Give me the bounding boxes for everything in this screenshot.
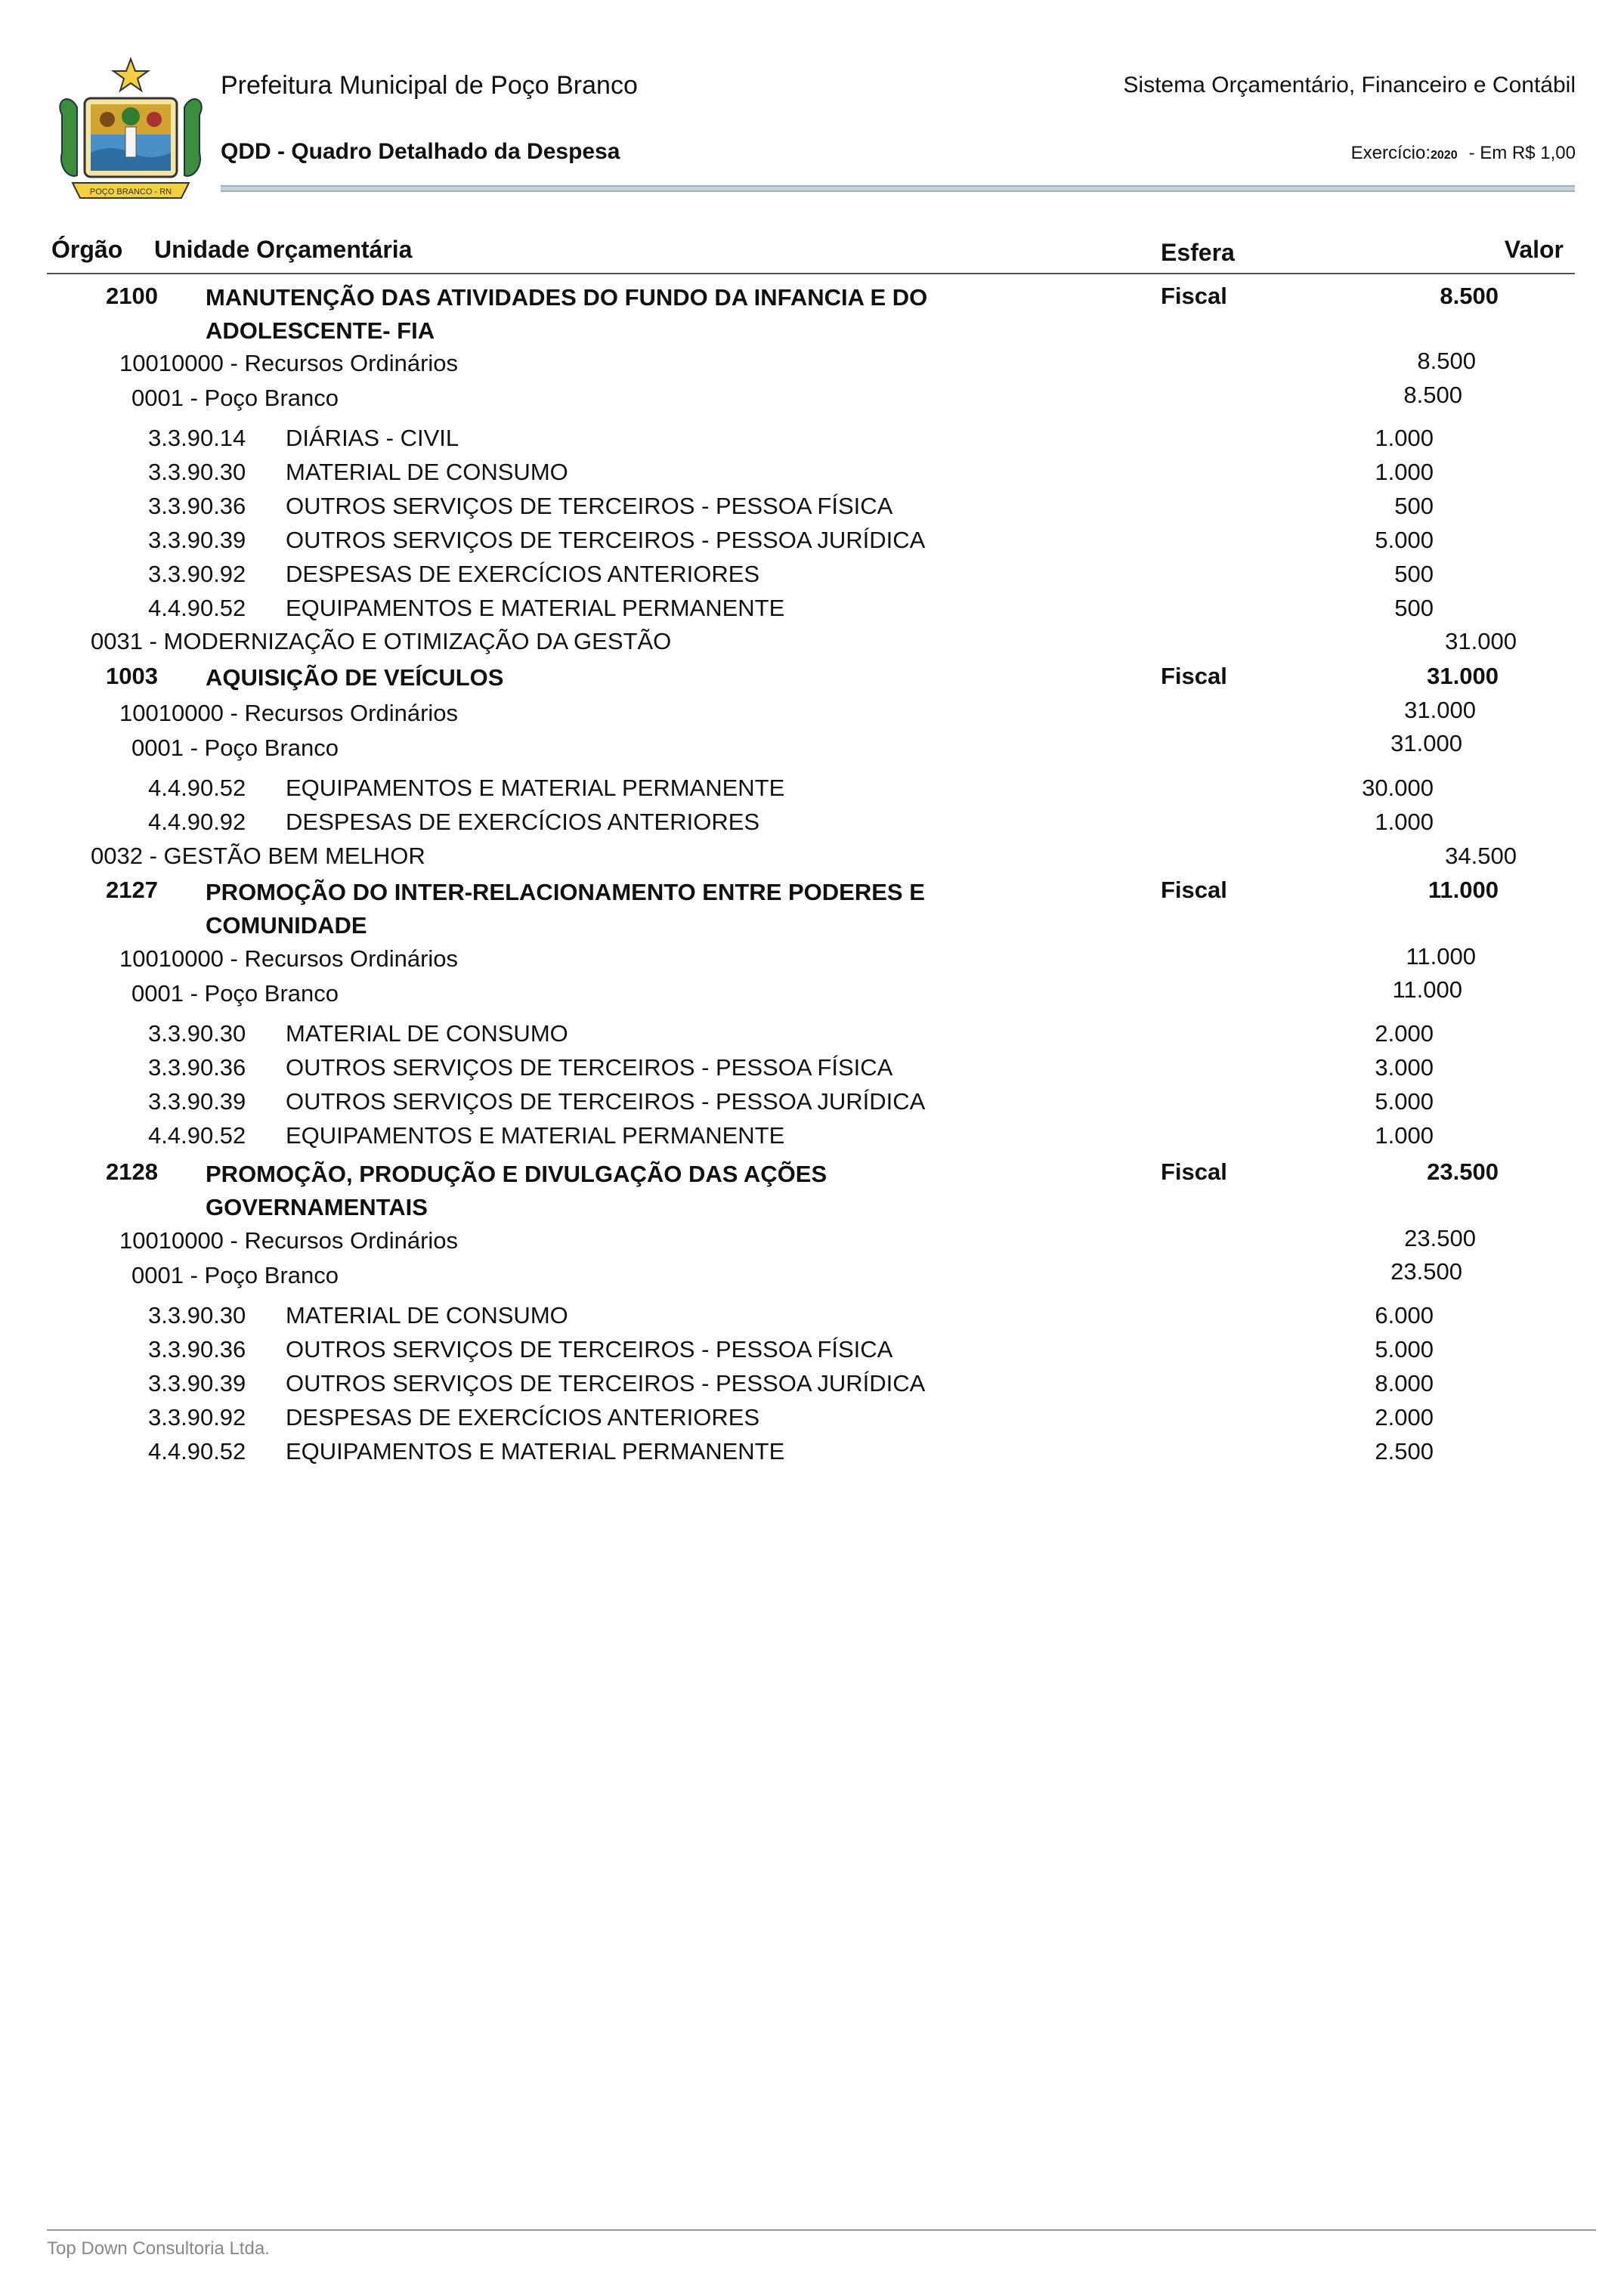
unit-esfera: Fiscal [1161, 663, 1227, 689]
item-value: 1.000 [1375, 459, 1434, 485]
column-orgao: Órgão [51, 236, 123, 263]
exercicio-info [1351, 139, 1576, 165]
system-name: Sistema Orçamentário, Financeiro e Contábil [1123, 73, 1576, 97]
item-value: 1.000 [1375, 809, 1434, 835]
item-code: 4.4.90.92 [148, 809, 246, 835]
resource-source-value: 8.500 [1417, 348, 1476, 374]
item-desc: OUTROS SERVIÇOS DE TERCEIROS - PESSOA FÍSICA [286, 1054, 893, 1081]
exercicio-label: Exercício: [1350, 143, 1431, 163]
unit-title: PROMOÇÃO DO INTER-RELACIONAMENTO ENTRE PODERES E [206, 879, 925, 905]
item-desc: OUTROS SERVIÇOS DE TERCEIROS - PESSOA FÍSICA [286, 493, 893, 519]
item-value: 2.000 [1375, 1404, 1434, 1431]
item-desc: MATERIAL DE CONSUMO [286, 1302, 568, 1328]
item-desc: OUTROS SERVIÇOS DE TERCEIROS - PESSOA JURÍDICA [286, 1088, 926, 1115]
place: 0001 - Poço Branco [131, 1262, 339, 1288]
municipal-coat-of-arms-logo [47, 54, 215, 206]
resource-source: 10010000 - Recursos Ordinários [119, 350, 459, 376]
item-desc: DIÁRIAS - CIVIL [286, 425, 459, 451]
unit-esfera: Fiscal [1161, 877, 1227, 903]
item-desc: EQUIPAMENTOS E MATERIAL PERMANENTE [286, 775, 785, 801]
logo-banner-text: POÇO BRANCO - RN [89, 187, 172, 196]
place-value: 11.000 [1392, 976, 1462, 1003]
resource-source-value: 11.000 [1406, 943, 1476, 970]
currency-label: - Em R$ 1,00 [1463, 143, 1576, 163]
unit-value: 31.000 [1427, 663, 1499, 689]
program-value: 31.000 [1445, 628, 1517, 654]
item-code: 3.3.90.36 [148, 1054, 246, 1081]
resource-source: 10010000 - Recursos Ordinários [119, 945, 459, 972]
place: 0001 - Poço Branco [131, 735, 339, 761]
unit-title-cont: ADOLESCENTE- FIA [206, 317, 435, 344]
item-value: 5.000 [1375, 1336, 1434, 1362]
unit-title-cont: GOVERNAMENTAIS [206, 1194, 428, 1220]
item-desc: OUTROS SERVIÇOS DE TERCEIROS - PESSOA FÍSICA [286, 1336, 893, 1362]
column-valor: Valor [1504, 236, 1564, 263]
item-value: 2.000 [1375, 1020, 1434, 1047]
item-code: 3.3.90.30 [148, 1020, 246, 1047]
resource-source: 10010000 - Recursos Ordinários [119, 1227, 459, 1254]
unit-value: 23.500 [1427, 1158, 1499, 1185]
footer-divider [47, 2229, 1596, 2231]
unit-code: 2100 [106, 283, 158, 309]
item-code: 3.3.90.30 [148, 1302, 246, 1328]
place-value: 31.000 [1390, 730, 1462, 756]
item-value: 3.000 [1375, 1054, 1434, 1081]
item-code: 3.3.90.30 [148, 459, 246, 485]
program-value: 34.500 [1445, 843, 1517, 869]
municipality-name: Prefeitura Municipal de Poço Branco [221, 71, 638, 100]
unit-title: AQUISIÇÃO DE VEÍCULOS [206, 664, 504, 691]
column-header-divider [47, 273, 1575, 274]
unit-value: 8.500 [1440, 283, 1499, 309]
unit-esfera: Fiscal [1161, 283, 1227, 309]
item-desc: MATERIAL DE CONSUMO [286, 459, 568, 485]
item-value: 5.000 [1375, 1088, 1434, 1115]
item-desc: OUTROS SERVIÇOS DE TERCEIROS - PESSOA JURÍDICA [286, 527, 926, 553]
item-desc: EQUIPAMENTOS E MATERIAL PERMANENTE [286, 1438, 785, 1465]
program: 0032 - GESTÃO BEM MELHOR [91, 843, 425, 869]
item-value: 6.000 [1375, 1302, 1434, 1328]
item-code: 4.4.90.52 [148, 595, 246, 621]
item-desc: DESPESAS DE EXERCÍCIOS ANTERIORES [286, 561, 760, 587]
item-value: 500 [1394, 561, 1434, 587]
item-value: 30.000 [1362, 775, 1434, 801]
header-divider [221, 185, 1575, 192]
item-desc: DESPESAS DE EXERCÍCIOS ANTERIORES [286, 1404, 760, 1431]
item-code: 4.4.90.52 [148, 1438, 246, 1465]
resource-source-value: 23.500 [1404, 1225, 1476, 1251]
item-desc: EQUIPAMENTOS E MATERIAL PERMANENTE [286, 595, 785, 621]
unit-title-cont: COMUNIDADE [206, 912, 367, 939]
item-value: 500 [1394, 493, 1434, 519]
unit-title: MANUTENÇÃO DAS ATIVIDADES DO FUNDO DA INFANCIA E DO [206, 284, 928, 311]
exercicio-year: 2020 [1431, 149, 1458, 162]
item-desc: EQUIPAMENTOS E MATERIAL PERMANENTE [286, 1122, 785, 1149]
resource-source-value: 31.000 [1404, 697, 1476, 723]
resource-source: 10010000 - Recursos Ordinários [119, 700, 459, 726]
unit-value: 11.000 [1428, 877, 1499, 903]
item-value: 1.000 [1375, 1122, 1434, 1149]
place: 0001 - Poço Branco [131, 980, 339, 1007]
place-value: 8.500 [1403, 382, 1462, 408]
item-code: 3.3.90.39 [148, 1370, 246, 1396]
item-code: 3.3.90.36 [148, 1336, 246, 1362]
footer-company: Top Down Consultoria Ltda. [47, 2238, 270, 2259]
item-value: 5.000 [1375, 527, 1434, 553]
item-code: 3.3.90.92 [148, 561, 246, 587]
place: 0001 - Poço Branco [131, 385, 339, 411]
item-code: 4.4.90.52 [148, 1122, 246, 1149]
item-code: 3.3.90.39 [148, 1088, 246, 1115]
item-desc: DESPESAS DE EXERCÍCIOS ANTERIORES [286, 809, 760, 835]
item-code: 3.3.90.36 [148, 493, 246, 519]
unit-code: 1003 [106, 663, 158, 689]
item-value: 500 [1394, 595, 1434, 621]
item-value: 1.000 [1375, 425, 1434, 451]
column-unidade: Unidade Orçamentária [154, 236, 413, 263]
unit-code: 2127 [106, 877, 158, 903]
unit-title: PROMOÇÃO, PRODUÇÃO E DIVULGAÇÃO DAS AÇÕES [206, 1161, 827, 1187]
column-esfera: Esfera [1161, 239, 1235, 266]
place-value: 23.500 [1390, 1258, 1462, 1285]
item-value: 2.500 [1375, 1438, 1434, 1465]
item-desc: MATERIAL DE CONSUMO [286, 1020, 568, 1047]
item-code: 3.3.90.39 [148, 527, 246, 553]
unit-esfera: Fiscal [1161, 1158, 1227, 1185]
report-title: QDD - Quadro Detalhado da Despesa [221, 139, 620, 164]
item-code: 4.4.90.52 [148, 775, 246, 801]
unit-code: 2128 [106, 1158, 158, 1185]
item-code: 3.3.90.14 [148, 425, 246, 451]
program: 0031 - MODERNIZAÇÃO E OTIMIZAÇÃO DA GESTÃO [91, 628, 672, 654]
item-value: 8.000 [1375, 1370, 1434, 1396]
item-code: 3.3.90.92 [148, 1404, 246, 1431]
item-desc: OUTROS SERVIÇOS DE TERCEIROS - PESSOA JURÍDICA [286, 1370, 926, 1396]
